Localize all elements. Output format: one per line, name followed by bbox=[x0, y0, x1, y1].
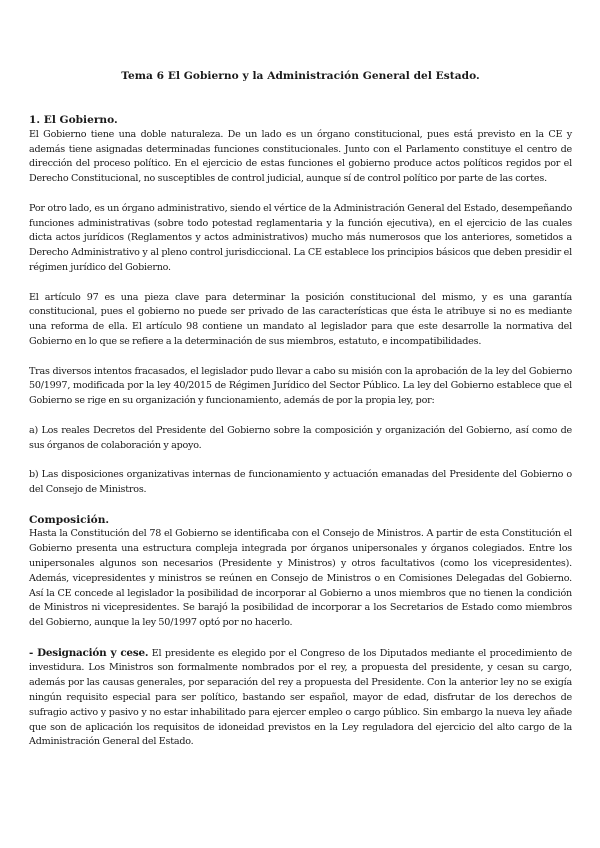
designacion-text: El presidente es elegido por el Congreso de los Diputados mediante el procedimiento de investidura. Los Ministros son formalmente nombrados por el rey, a propuesta del presidente, y cesan su cargo, además por las causas generales, por separación del rey a propuesta del Presidente. Con la anterior ley no se exigía ningún requisito especial para ser político, bastando ser español, mayor de edad, disfrutar de los derechos de sufragio activo y pasivo y no estar inhabilitado para ejercer empleo o cargo público. Sin embargo la nueva ley añade que son de aplicación los requisitos de idoneidad previstos en la Ley reguladora del ejercicio del alto cargo de la Administración General del Estado. bbox=[29, 647, 572, 748]
paragraph-composicion: Hasta la Constitución del 78 el Gobierno se identificaba con el Consejo de Ministros. A partir de esta Constitución el Gobierno presenta una estructura compleja integrada por órganos unipersonales y órganos colegiados. Entre los unipersonales algunos son necesarios (Presidente y Ministros) y otros facultativos (como los vicepresidentes). Además, vicepresidentes y ministros se reúnen en Consejo de Ministros o en Comisiones Delegadas del Gobierno. Así la CE concede al legislador la posibilidad de incorporar al Gobierno a unos miembros que no tienen la condición de Ministros ni vicepresidentes. Se barajó la posibilidad de incorporar a los Secretarios de Estado como miembros del Gobierno, aunque la ley 50/1997 optó por no hacerlo. bbox=[29, 528, 572, 629]
section-heading-gobierno: 1. El Gobierno. bbox=[29, 114, 118, 126]
document-title: Tema 6 El Gobierno y la Administración General del Estado. bbox=[121, 70, 480, 82]
paragraph-designacion bbox=[29, 646, 572, 751]
paragraph-doble-naturaleza: El Gobierno tiene una doble naturaleza. De un lado es un órgano constitucional, pues está previsto en la CE y además tiene asignadas determinadas funciones constitucionales. Junto con el Parlamento constituye el centro de dirección del proceso político. En el ejercicio de estas funciones el gobierno produce actos políticos regidos por el Derecho Constitucional, no susceptibles de control judicial, aunque sí de control político por parte de las cortes. bbox=[29, 128, 572, 185]
designacion-lead: - Designación y cese. bbox=[29, 646, 149, 659]
paragraph-articulo-97: El artículo 97 es una pieza clave para determinar la posición constitucional del mismo, y es una garantía constitucional, pues el gobierno no puede ser privado de las características que ésta le atribuye si no es mediante una reforma de ella. El artículo 98 contiene un mandato al legislador para que este desarrolle la normativa del Gobierno en lo que se refiere a la determinación de sus miembros, estatuto, e incompatibilidades. bbox=[29, 291, 572, 347]
paragraph-ley-gobierno: Tras diversos intentos fracasados, el legislador pudo llevar a cabo su misión con la aprobación de la ley del Gobierno 50/1997, modificada por la ley 40/2015 de Régimen Jurídico del Sector Público. La ley del Gobierno establece que el Gobierno se rige en su organización y funcionamiento, además de por la propia ley, por: bbox=[29, 365, 572, 407]
section-heading-composicion: Composición. bbox=[29, 513, 110, 526]
list-item-b: b) Las disposiciones organizativas internas de funcionamiento y actuación emanadas del Presidente del Gobierno o del Consejo de Ministros. bbox=[29, 469, 572, 495]
list-item-a: a) Los reales Decretos del Presidente del Gobierno sobre la composición y organización del Gobierno, así como de sus órganos de colaboración y apoyo. bbox=[29, 424, 572, 451]
paragraph-organo-administrativo: Por otro lado, es un órgano administrativo, siendo el vértice de la Administración General del Estado, desempeñando funciones administrativas (sobre todo potestad reglamentaria y la función ejecutiva), en el ejercicio de las cuales dicta actos jurídicos (Reglamentos y actos administrativos) mucho más numerosos que los anteriores, sometidos a Derecho Administrativo y al pleno control jurisdiccional. La CE establece los principios básicos que deben presidir el régimen jurídico del Gobierno. bbox=[29, 202, 572, 273]
